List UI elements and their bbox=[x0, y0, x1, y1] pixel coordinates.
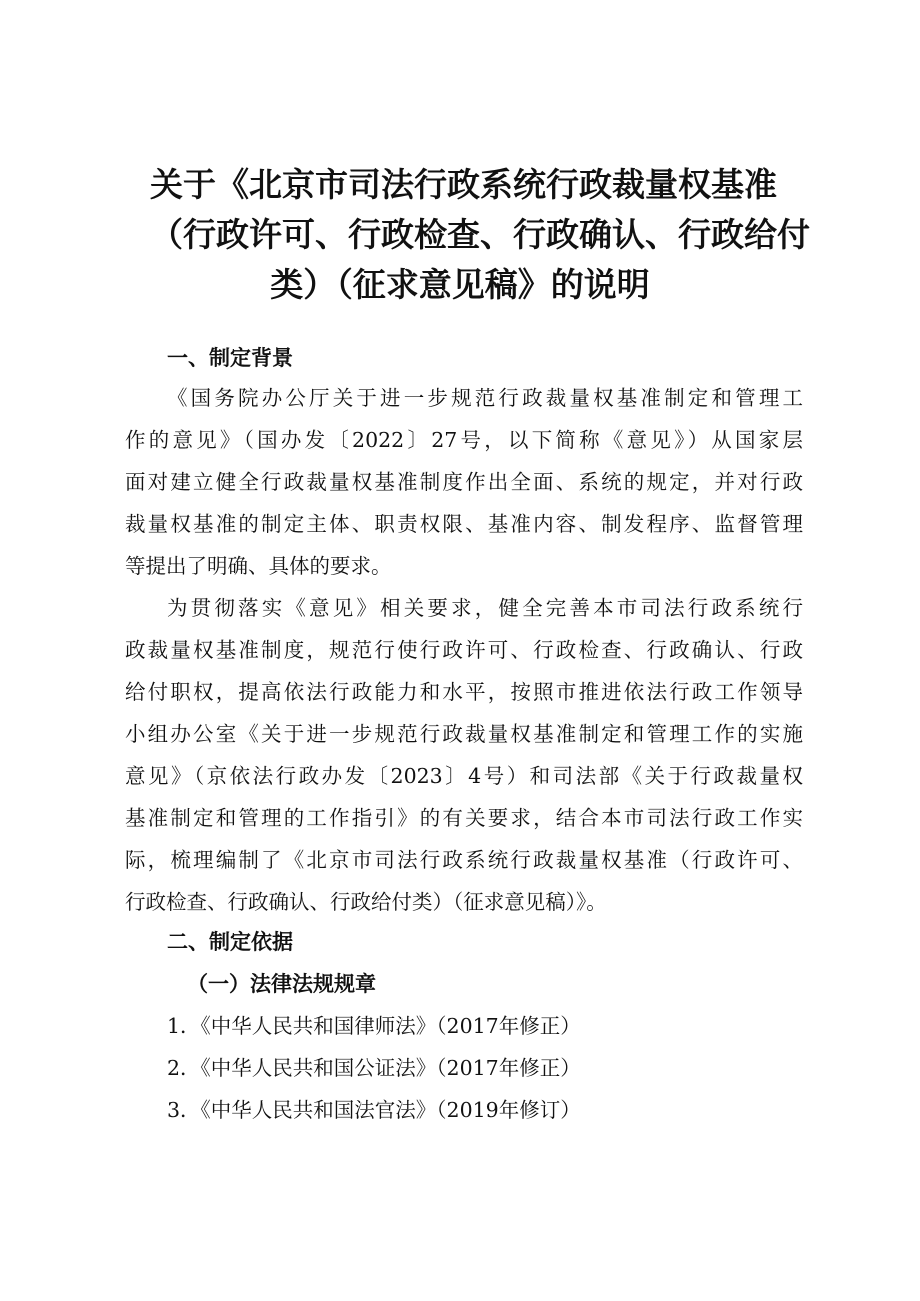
paragraph-line: 意见》（京依法行政办发〔2023〕4号）和司法部《关于行政裁量权 bbox=[125, 764, 803, 788]
section-heading-background: 一、制定背景 bbox=[167, 346, 293, 370]
paragraph-line: 政裁量权基准制度，规范行使行政许可、行政检查、行政确认、行政 bbox=[125, 638, 803, 662]
paragraph-line: 面对建立健全行政裁量权基准制度作出全面、系统的规定，并对行政 bbox=[125, 470, 803, 494]
document-title-line-2: （行政许可、行政检查、行政确认、行政给付 bbox=[150, 215, 810, 254]
subsection-heading-laws: （一）法律法规规章 bbox=[187, 972, 376, 996]
paragraph-line: 裁量权基准的制定主体、职责权限、基准内容、制发程序、监督管理 bbox=[125, 512, 803, 536]
paragraph-line: 给付职权，提高依法行政能力和水平，按照市推进依法行政工作领导 bbox=[125, 680, 803, 704]
list-item: 3．《中华人民共和国法官法》（2019年修订） bbox=[167, 1098, 581, 1122]
document-title-line-3: 类）（征求意见稿》的说明 bbox=[270, 265, 650, 304]
list-item: 2．《中华人民共和国公证法》（2017年修正） bbox=[167, 1056, 581, 1080]
paragraph-line: 基准制定和管理的工作指引》的有关要求，结合本市司法行政工作实 bbox=[125, 806, 803, 830]
paragraph-line: 作的意见》（国办发〔2022〕27号，以下简称《意见》）从国家层 bbox=[125, 428, 803, 452]
list-item: 1．《中华人民共和国律师法》（2017年修正） bbox=[167, 1014, 581, 1038]
section-heading-basis: 二、制定依据 bbox=[167, 930, 293, 954]
paragraph-line: 为贯彻落实《意见》相关要求，健全完善本市司法行政系统行 bbox=[167, 596, 803, 620]
paragraph-line: 《国务院办公厅关于进一步规范行政裁量权基准制定和管理工 bbox=[167, 386, 803, 410]
document-title-line-1: 关于《北京市司法行政系统行政裁量权基准 bbox=[150, 165, 777, 204]
paragraph-line: 行政检查、行政确认、行政给付类）（征求意见稿）》。 bbox=[125, 890, 607, 914]
paragraph-line: 际，梳理编制了《北京市司法行政系统行政裁量权基准（行政许可、 bbox=[125, 848, 803, 872]
paragraph-line: 小组办公室《关于进一步规范行政裁量权基准制定和管理工作的实施 bbox=[125, 722, 803, 746]
paragraph-line: 等提出了明确、具体的要求。 bbox=[125, 554, 392, 578]
